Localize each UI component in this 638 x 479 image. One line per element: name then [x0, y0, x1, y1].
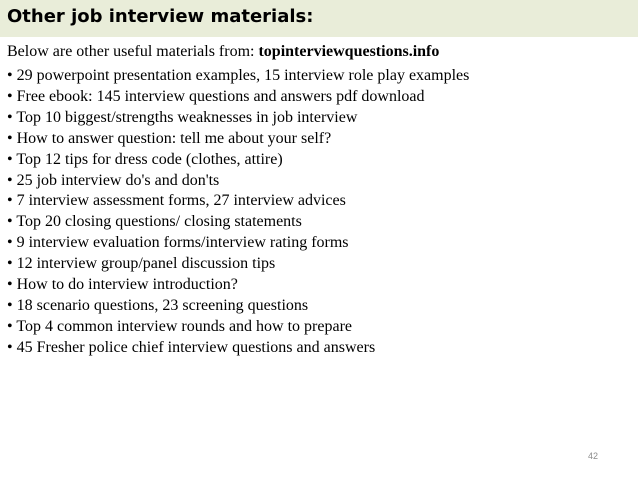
list-item	[7, 254, 632, 275]
bullet-icon: •	[7, 276, 13, 294]
list-item	[7, 212, 632, 233]
bullet-icon: •	[7, 67, 13, 84]
list-item-text: Top 20 closing questions/ closing statements	[16, 213, 302, 231]
list-item	[7, 338, 632, 359]
list-item-text: 9 interview evaluation forms/interview rating forms	[16, 234, 349, 252]
list-item	[7, 66, 632, 87]
bullet-icon: •	[7, 213, 13, 231]
bullet-icon: •	[7, 150, 13, 168]
bullet-icon: •	[7, 296, 13, 314]
bullet-icon: •	[7, 255, 13, 273]
slide-body	[7, 41, 632, 359]
list-item-text: 45 Fresher police chief interview questions and answers	[16, 338, 376, 356]
list-item-text: Top 10 biggest/strengths weaknesses in job interview	[16, 108, 358, 126]
list-item	[7, 129, 632, 150]
list-item	[7, 296, 632, 317]
list-item	[7, 171, 632, 192]
bullet-icon: •	[7, 87, 13, 105]
intro-prefix: Below are other useful materials from:	[7, 43, 259, 60]
intro-line	[7, 41, 632, 63]
list-item-text: 7 interview assessment forms, 27 interview advices	[16, 192, 346, 210]
list-item-text: Top 12 tips for dress code (clothes, attire)	[16, 150, 283, 168]
list-item-text: How to answer question: tell me about your self?	[16, 129, 332, 147]
list-item	[7, 317, 632, 338]
bullet-icon: •	[7, 108, 13, 126]
bullet-icon: •	[7, 317, 13, 335]
list-item-text: Top 4 common interview rounds and how to prepare	[16, 317, 353, 335]
bullet-icon: •	[7, 338, 13, 356]
list-item-text: How to do interview introduction?	[16, 276, 238, 294]
bullet-icon: •	[7, 192, 13, 210]
list-item-text: 12 interview group/panel discussion tips	[16, 255, 276, 273]
list-item	[7, 87, 632, 108]
intro-site-link: topinterviewquestions.info	[258, 43, 440, 60]
list-item	[7, 191, 632, 212]
list-item-text: 29 powerpoint presentation examples, 15 interview role play examples	[16, 67, 470, 84]
list-item	[7, 108, 632, 129]
list-item	[7, 275, 632, 296]
list-item-text: Free ebook: 145 interview questions and answers pdf download	[16, 87, 425, 105]
list-item	[7, 233, 632, 254]
bullet-icon: •	[7, 171, 13, 189]
materials-list	[7, 66, 632, 359]
bullet-icon: •	[7, 129, 13, 147]
slide-title: Other job interview materials:	[7, 6, 314, 27]
list-item	[7, 150, 632, 171]
title-bar	[0, 0, 638, 37]
page-number: 42	[588, 451, 599, 461]
list-item-text: 18 scenario questions, 23 screening questions	[16, 296, 309, 314]
list-item-text: 25 job interview do's and don'ts	[16, 171, 220, 189]
bullet-icon: •	[7, 234, 13, 252]
